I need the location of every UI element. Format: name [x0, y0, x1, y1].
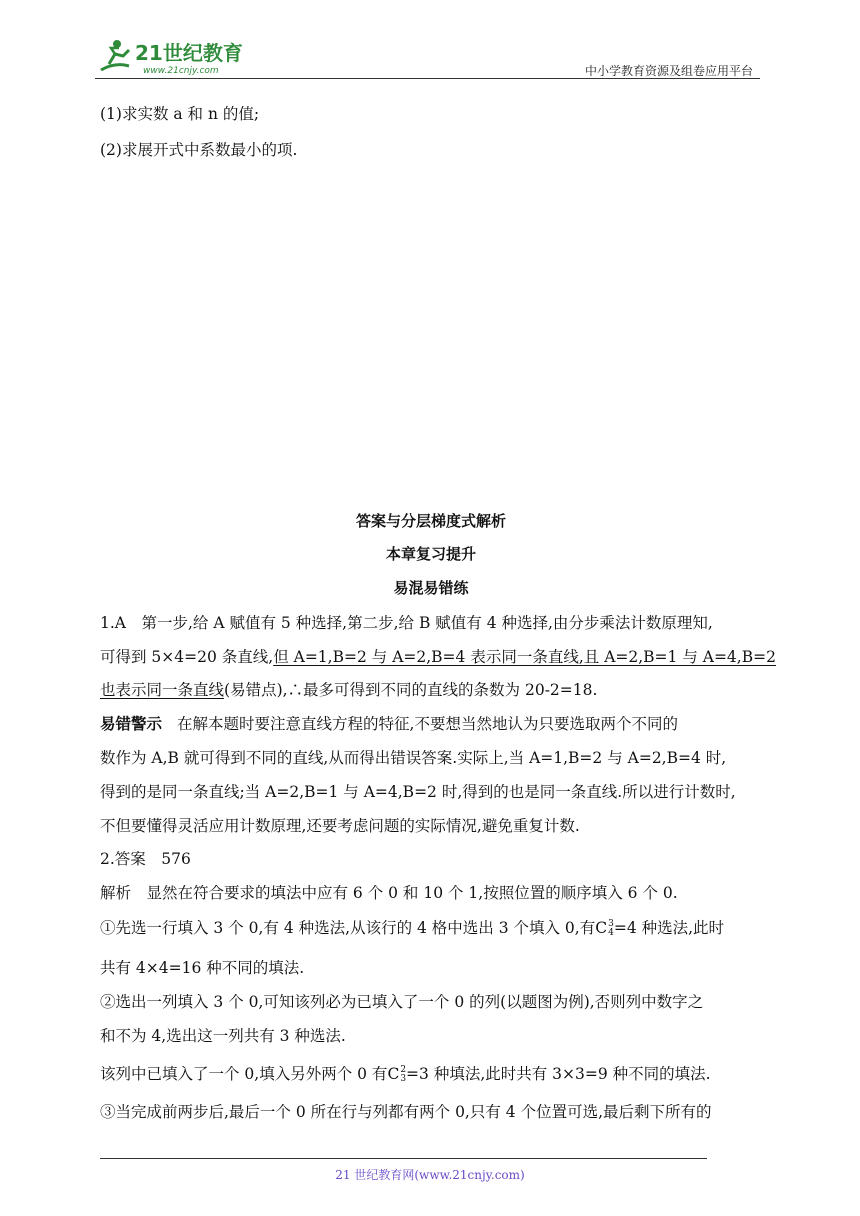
step2-text: 该列中已填入了一个 0,填入另外两个 0 有: [100, 1065, 388, 1083]
chapter-title: 本章复习提升: [385, 545, 476, 563]
answer2-head: 2.答案 576: [100, 850, 191, 868]
answer1-line2: [100, 647, 776, 667]
underlined-text: 也表示同一条直线: [100, 681, 225, 699]
answer1-line1: 1.A 第一步,给 A 赋值有 5 种选择,第二步,给 B 赋值有 4 种选择,由分步乘法计数原理知,: [100, 614, 713, 632]
step1-text: ①先选一行填入 3 个 0,有 4 种选法,从该行的 4 格中选出 3 个填入 0,有: [100, 919, 596, 937]
solution-title: 答案与分层梯度式解析: [355, 512, 506, 530]
site-logo: [95, 36, 265, 76]
answer2-step2: ②选出一列填入 3 个 0,可知该列必为已填入了一个 0 的列(以题图为例),否则列中数字之: [100, 993, 704, 1011]
warning-text: 在解本题时要注意直线方程的特征,不要想当然地认为只要选取两个不同的: [177, 715, 678, 733]
warning-line1: [100, 714, 678, 734]
answer2-step1: [100, 918, 724, 938]
comb-symbol: C: [595, 919, 608, 937]
comb-sup: 2: [400, 1065, 407, 1075]
page-footer: 21 世纪教育网(www.21cnjy.com): [335, 1168, 525, 1182]
answer1-text: (易错点),∴最多可得到不同的直线的条数为 20-2=18.: [224, 681, 598, 699]
combination-c32: [387, 1065, 406, 1083]
answer2-step2-fill: [100, 1064, 711, 1084]
question-2: (2)求展开式中系数最小的项.: [100, 141, 298, 159]
comb-symbol: C: [387, 1065, 400, 1083]
combination-c43: [595, 919, 614, 937]
question-1: (1)求实数 a 和 n 的值;: [100, 105, 260, 123]
answer2-step3: ③当完成前两步后,最后一个 0 所在行与列都有两个 0,只有 4 个位置可选,最后剩下所有的: [100, 1103, 712, 1121]
logo-text: 21世纪教育: [135, 41, 243, 65]
logo-url: www.21cnjy.com: [143, 66, 219, 76]
comb-sub: 3: [400, 1074, 407, 1084]
answer2-step2-cont: 和不为 4,选出这一列共有 3 种选法.: [100, 1027, 346, 1045]
header-divider: [95, 78, 760, 79]
comb-sub: 4: [608, 928, 614, 938]
step2-text: =3 种填法,此时共有 3×3=9 种不同的填法.: [406, 1065, 711, 1083]
answer1-text: 可得到 5×4=20 条直线,: [100, 648, 274, 666]
warning-line3: 得到的是同一条直线;当 A=2,B=1 与 A=4,B=2 时,得到的也是同一条直线.所以进行计数时,: [100, 783, 736, 801]
answer1-line3: [100, 680, 597, 700]
warning-label: 易错警示: [100, 715, 163, 733]
warning-line4: 不但要懂得灵活应用计数原理,还要考虑问题的实际情况,避免重复计数.: [100, 817, 580, 835]
footer-divider: [100, 1158, 707, 1159]
page-header: [95, 30, 765, 80]
comb-sup: 3: [608, 919, 614, 929]
step1-text: =4 种选法,此时: [613, 919, 725, 937]
answer2-step1-cont: 共有 4×4=16 种不同的填法.: [100, 959, 305, 977]
section-title: 易混易错练: [393, 579, 469, 597]
underlined-text: 但 A=1,B=2 与 A=2,B=4 表示同一条直线,: [273, 648, 584, 666]
underlined-text: 且 A=2,B=1 与 A=4,B=2: [583, 648, 776, 666]
site-slogan: 中小学教育资源及组卷应用平台: [584, 64, 753, 78]
answer2-jiexi: 解析 显然在符合要求的填法中应有 6 个 0 和 10 个 1,按照位置的顺序填入 6 个 0.: [100, 884, 678, 902]
warning-line2: 数作为 A,B 就可得到不同的直线,从而得出错误答案.实际上,当 A=1,B=2 与 A=2,B=4 时,: [100, 749, 727, 767]
